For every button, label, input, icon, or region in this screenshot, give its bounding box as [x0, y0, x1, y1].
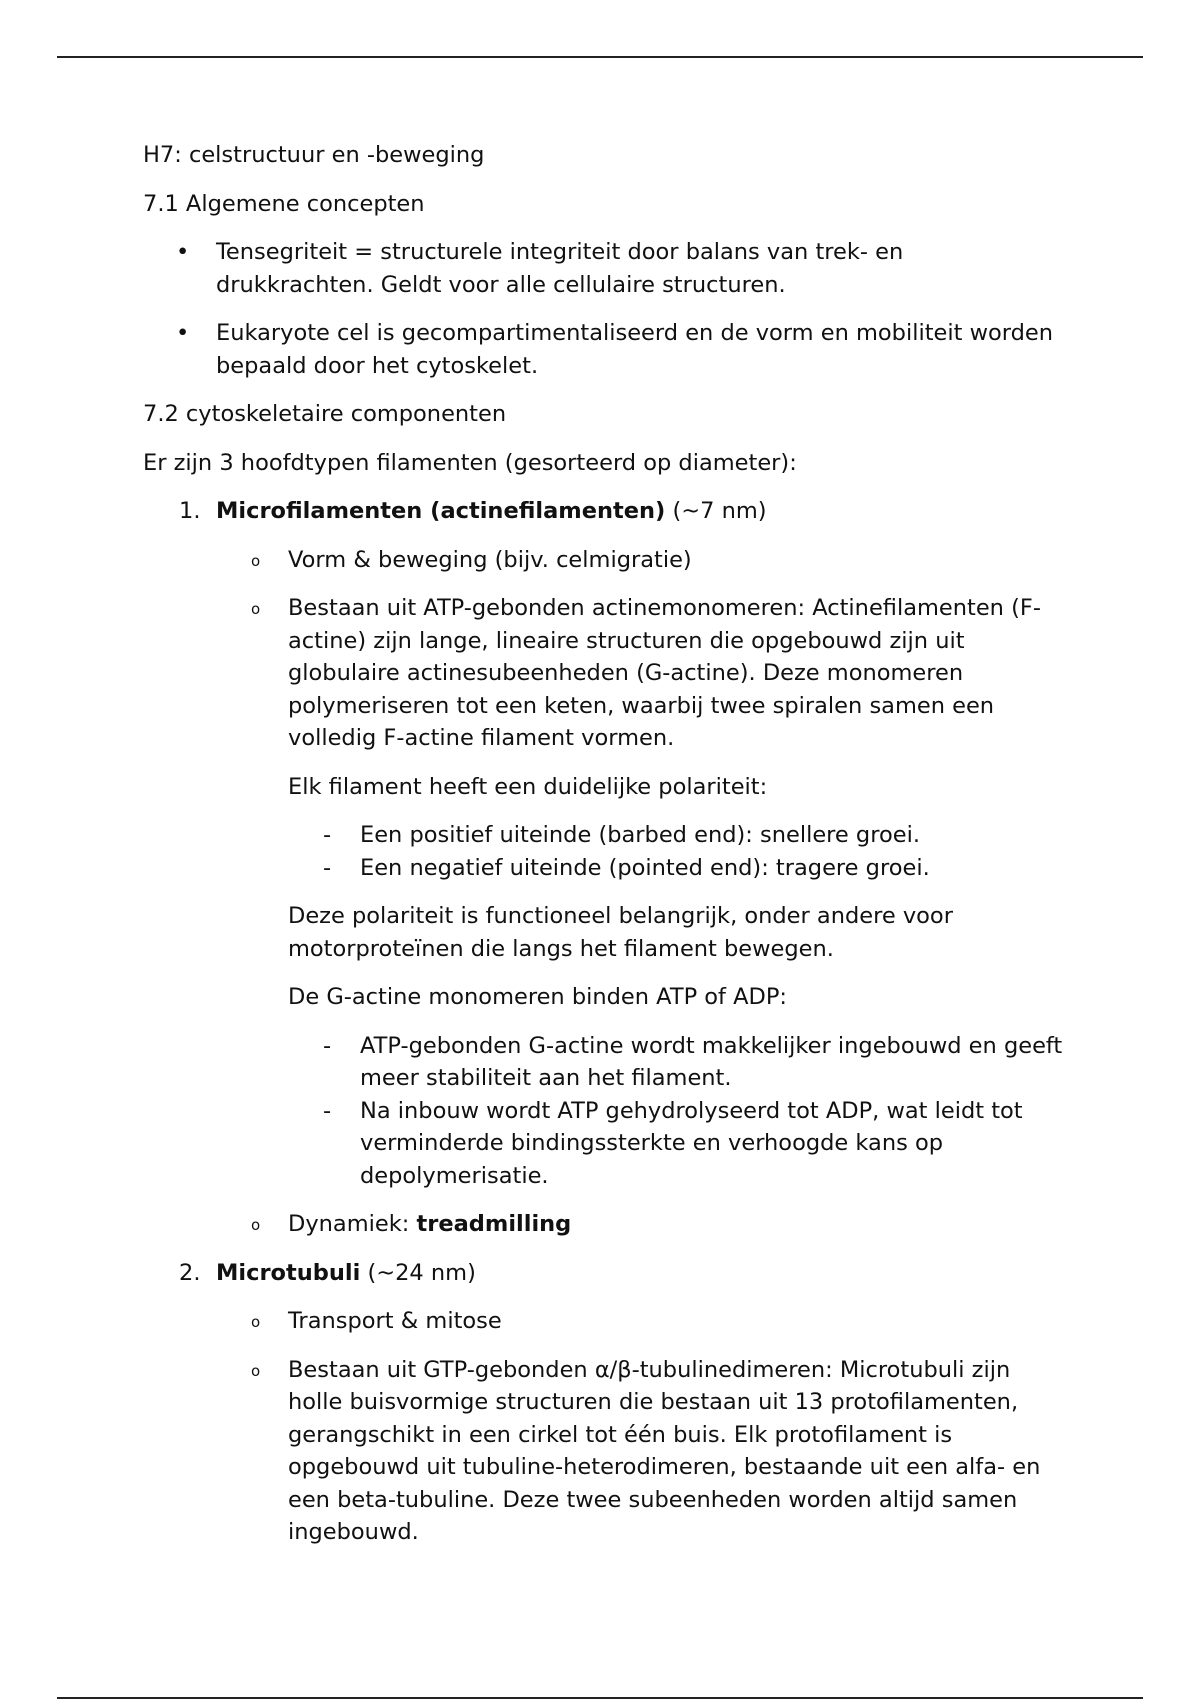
dash-list-item [143, 852, 1063, 885]
atp-intro: De G-actine monomeren binden ATP of ADP: [288, 984, 787, 1010]
dash-marker: - [323, 1032, 332, 1059]
chapter-heading: H7: celstructuur en -beweging [143, 142, 485, 168]
footer-rule [57, 1697, 1143, 1699]
circle-marker: o [251, 1313, 261, 1331]
numbered-item-microtubuli [143, 1257, 1063, 1290]
header-rule [57, 56, 1143, 58]
item-name: Microtubuli [216, 1259, 361, 1286]
sub-list-item [143, 1305, 1063, 1338]
dynamics-value: treadmilling [416, 1211, 572, 1237]
dash-item-text: Na inbouw wordt ATP gehydrolyseerd tot ADP, wat leidt tot verminderde bindingssterkte en verhoogde kans op depolymerisatie. [360, 1097, 1023, 1189]
item-size: (~24 nm) [360, 1259, 476, 1286]
dash-item-text: Een negatief uiteinde (pointed end): tragere groei. [360, 854, 930, 881]
item-number: 1. [179, 498, 201, 524]
sub-list-item [143, 592, 1063, 755]
list-item [143, 317, 1063, 382]
sub-list-item [143, 1208, 1063, 1241]
dash-item-text: Een positief uiteinde (barbed end): snellere groei. [360, 822, 920, 848]
bullet-marker: • [176, 320, 190, 346]
sub-item-text: Vorm & beweging (bijv. celmigratie) [288, 546, 692, 573]
sub-item-text: Transport & mitose [288, 1308, 502, 1334]
sub-list-item [143, 544, 1063, 577]
list-item [143, 236, 1063, 301]
list-item-text: Eukaryote cel is gecompartimentaliseerd en de vorm en mobiliteit worden bepaald door het cytoskelet. [216, 320, 1054, 379]
dynamics-label: Dynamiek: [288, 1211, 417, 1237]
document-page [143, 139, 1063, 1549]
dash-list-item [143, 1095, 1063, 1193]
item-size: (~7 nm) [665, 498, 767, 524]
bullet-marker: • [176, 239, 190, 265]
dash-item-text: ATP-gebonden G-actine wordt makkelijker ingebouwd en geeft meer stabiliteit aan het filament. [360, 1032, 1063, 1091]
section-title-7-1: 7.1 Algemene concepten [143, 190, 425, 217]
item-name: Microfilamenten (actinefilamenten) [216, 498, 666, 524]
sub-item-text: Bestaan uit GTP-gebonden α/β-tubulinedimeren: Microtubuli zijn holle buisvormige structuren die bestaan uit 13 protofilamenten, gerangschikt in een cirkel tot één buis. Elk protofilament is opgebouwd uit tubuline-heterodimeren, bestaande uit een alfa- en een beta-tubuline. Deze twee subeenheden worden altijd samen ingebouwd. [288, 1356, 1041, 1545]
circle-marker: o [251, 600, 261, 618]
sub-item-text: Bestaan uit ATP-gebonden actinemonomeren: Actinefilamenten (F-actine) zijn lange, lineaire structuren die opgebouwd zijn uit globulaire actinesubeenheden (G-actine). Deze monomeren polymeriseren tot een keten, waarbij twee spiralen samen een volledig F-actine filament vormen. [288, 595, 1041, 751]
dash-marker: - [323, 854, 332, 881]
section-intro: Er zijn 3 hoofdtypen filamenten (gesorteerd op diameter): [143, 449, 797, 476]
dash-list-item [143, 819, 1063, 852]
item-number: 2. [179, 1259, 201, 1286]
dash-list-item [143, 1030, 1063, 1095]
list-item-text: Tensegriteit = structurele integriteit door balans van trek- en drukkrachten. Geldt voor alle cellulaire structuren. [216, 239, 904, 298]
section-title-7-2: 7.2 cytoskeletaire componenten [143, 401, 507, 427]
circle-marker: o [251, 1361, 261, 1380]
sub-list-item [143, 1354, 1063, 1549]
polarity-intro: Elk filament heeft een duidelijke polariteit: [288, 773, 768, 800]
circle-marker: o [251, 1216, 261, 1234]
dash-marker: - [323, 1097, 332, 1124]
dash-marker: - [323, 822, 332, 848]
numbered-item-microfilamenten [143, 495, 1063, 528]
polarity-note: Deze polariteit is functioneel belangrijk, onder andere voor motorproteïnen die langs het filament bewegen. [288, 903, 953, 962]
circle-marker: o [251, 551, 261, 570]
